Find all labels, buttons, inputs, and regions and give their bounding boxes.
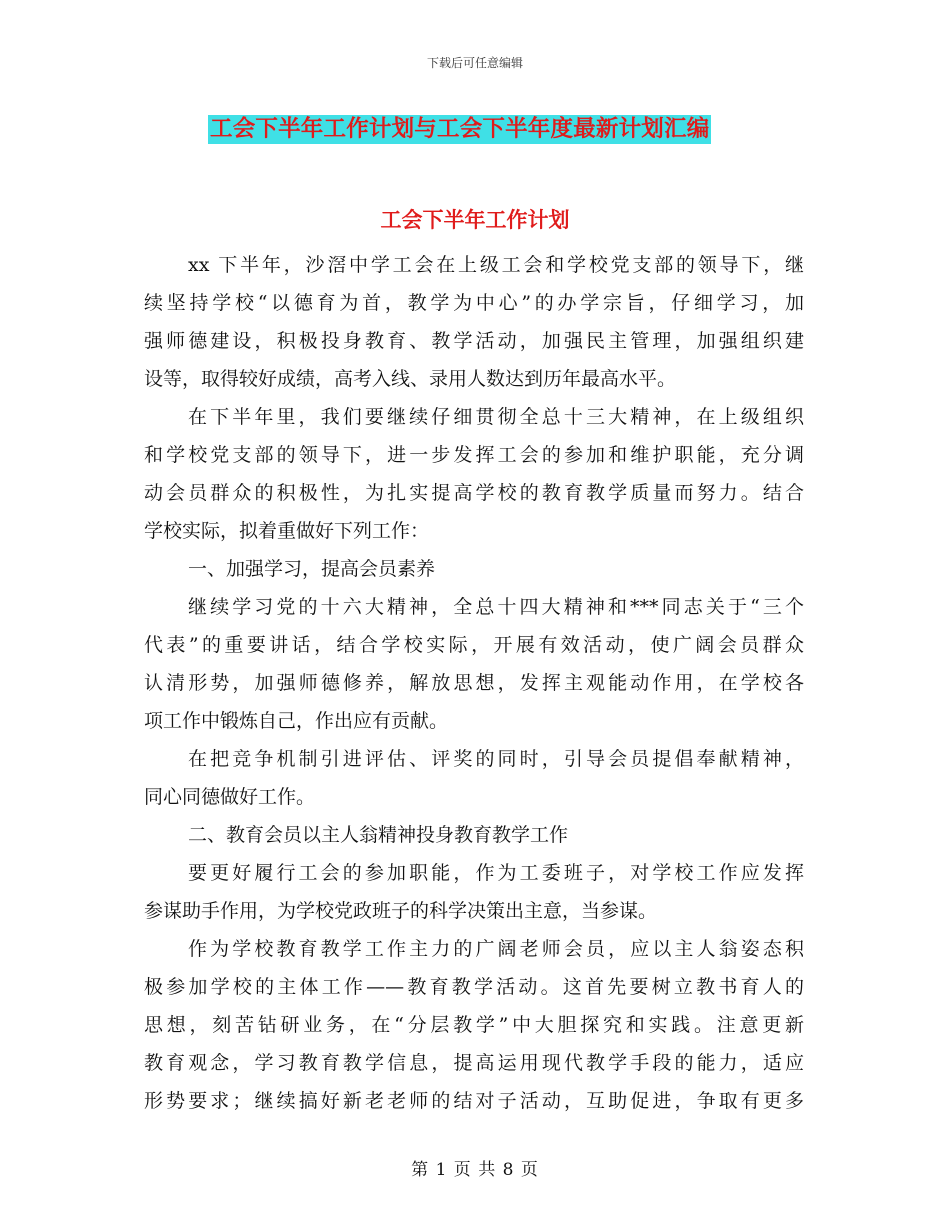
text-line: 强师德建设，积极投身教育、教学活动，加强民主管理，加强组织建 [144,330,804,352]
text-line: 参谋助手作用，为学校党政班子的科学决策出主意，当参谋。 [144,900,658,922]
text-line: 教育观念，学习教育教学信息，提高运用现代教学手段的能力，适应 [144,1052,804,1074]
text-line: 形势要求；继续搞好新老老师的结对子活动，互助促进，争取有更多 [144,1090,804,1112]
text-line: 在下半年里，我们要继续仔细贯彻全总十三大精神，在上级组织 [188,406,804,428]
text-line: 一、加强学习，提高会员素养 [188,558,436,580]
page-footer: 第 1 页 共 8 页 [411,1160,539,1180]
text-line: 动会员群众的积极性，为扎实提高学校的教育教学质量而努力。结合 [144,482,804,504]
text-line: 二、教育会员以主人翁精神投身教育教学工作 [188,824,569,846]
document-main-title: 工会下半年工作计划与工会下半年度最新计划汇编 [210,116,710,142]
text-line: 设等，取得较好成绩，高考入线、录用人数达到历年最高水平。 [144,368,677,390]
text-line: 要更好履行工会的参加职能，作为工委班子，对学校工作应发挥 [188,862,804,884]
text-line: 作为学校教育教学工作主力的广阔老师会员，应以主人翁姿态积 [188,938,804,960]
text-line: 思想，刻苦钻研业务，在“分层教学”中大胆探究和实践。注意更新 [144,1014,804,1036]
text-line: 学校实际，拟着重做好下列工作： [144,520,430,542]
text-line: xx 下半年，沙滘中学工会在上级工会和学校党支部的领导下，继 [188,254,804,276]
text-line: 和学校党支部的领导下，进一步发挥工会的参加和维护职能，充分调 [144,444,804,466]
text-line: 同心同德做好工作。 [144,786,316,808]
document-body [144,246,804,1120]
text-line: 项工作中锻炼自己，作出应有贡献。 [144,710,449,732]
text-line: 代表”的重要讲话，结合学校实际，开展有效活动，使广阔会员群众 [144,634,804,656]
text-line: 继续学习党的十六大精神，全总十四大精神和***同志关于“三个 [188,596,804,618]
section-title: 工会下半年工作计划 [380,208,570,232]
text-line: 认清形势，加强师德修养，解放思想，发挥主观能动作用，在学校各 [144,672,804,694]
page-header-note: 下载后可任意编辑 [426,56,523,70]
text-line: 极参加学校的主体工作——教育教学活动。这首先要树立教书育人的 [144,976,804,998]
text-line: 续坚持学校“以德育为首，教学为中心”的办学宗旨，仔细学习，加 [144,292,804,314]
text-line: 在把竞争机制引进评估、评奖的同时，引导会员提倡奉献精神， [188,748,804,770]
